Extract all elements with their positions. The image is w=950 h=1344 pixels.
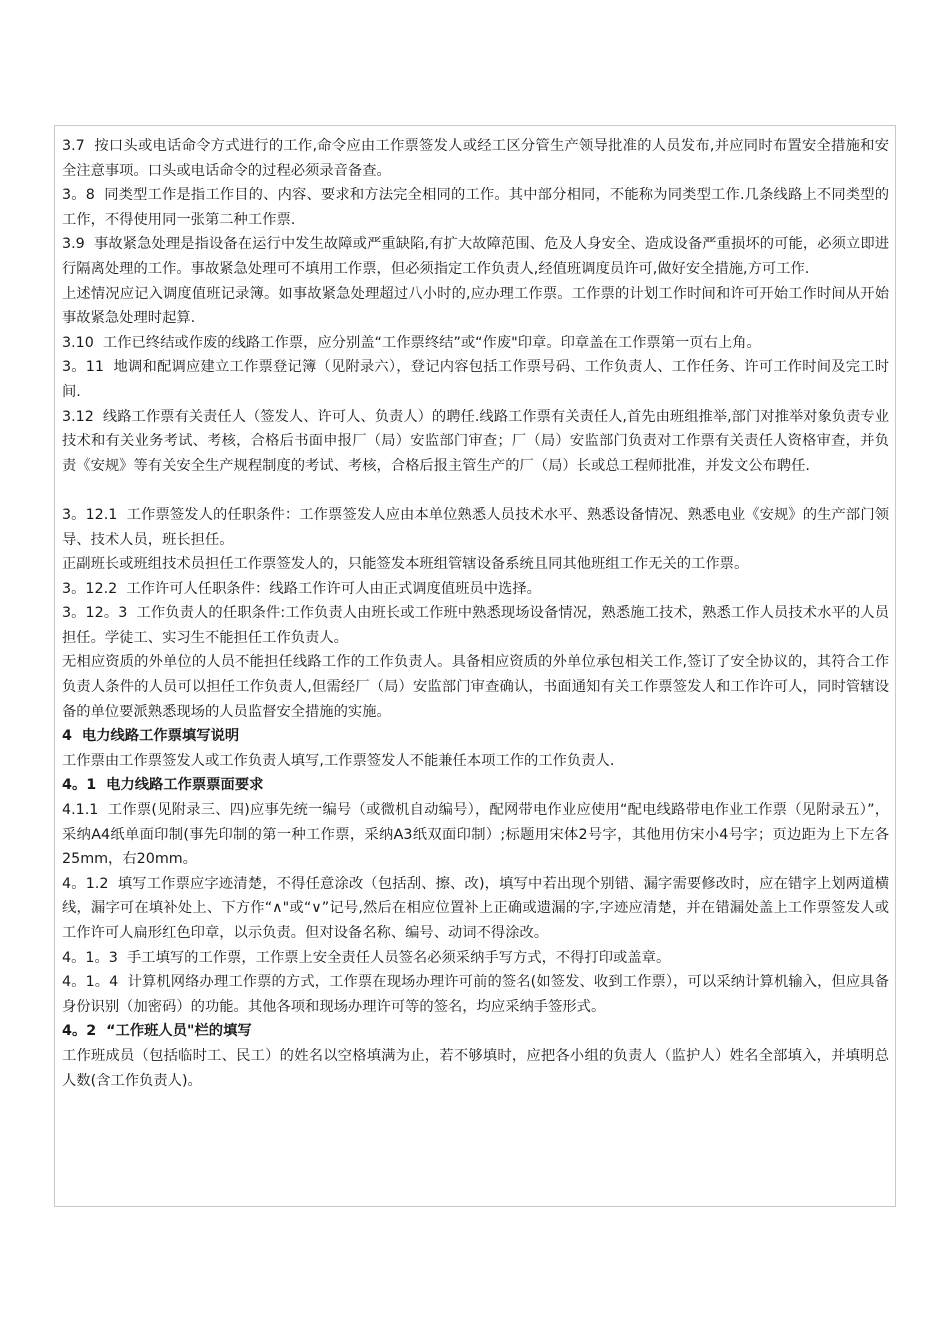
paragraph-4-1-4: 4。1。4 计算机网络办理工作票的方式，工作票在现场办理许可前的签名(如签发、收到工作票），可以采纳计算机输入，但应具备身份识别（加密码）的功能。其他各项和现场办理许可等的签名，均应采纳手签形式。 bbox=[62, 974, 889, 1015]
heading-section-4-1: 4。1 电力线路工作票票面要求 bbox=[62, 777, 264, 794]
paragraph-3-11: 3。11 地调和配调应建立工作票登记簿（见附录六），登记内容包括工作票号码、工作负责人、工作任务、许可工作时间及完工时间. bbox=[62, 359, 889, 400]
document-frame bbox=[54, 125, 896, 1207]
paragraph-4-intro: 工作票由工作票签发人或工作负责人填写,工作票签发人不能兼任本项工作的工作负责人. bbox=[62, 752, 615, 769]
paragraph-3-12-1-note: 正副班长或班组技术员担任工作票签发人的，只能签发本班组管辖设备系统且同其他班组工作无关的工作票。 bbox=[62, 556, 749, 573]
paragraph-3-7: 3.7 按口头或电话命令方式进行的工作,命令应由工作票签发人或经工区分管生产领导批准的人员发布,并应同时布置安全措施和安全注意事项。口头或电话命令的过程必须录音备查。 bbox=[62, 138, 889, 179]
heading-section-4: 4 电力线路工作票填写说明 bbox=[62, 728, 240, 745]
paragraph-3-8: 3。8 同类型工作是指工作目的、内容、要求和方法完全相同的工作。其中部分相同，不能称为同类型工作.几条线路上不同类型的工作，不得使用同一张第二种工作票. bbox=[62, 187, 889, 228]
paragraph-3-9: 3.9 事故紧急处理是指设备在运行中发生故障或严重缺陷,有扩大故障范围、危及人身安全、造成设备严重损坏的可能，必须立即进行隔离处理的工作。事故紧急处理可不填用工作票，但必须指定工作负责人,经值班调度员许可,做好安全措施,方可工作. bbox=[62, 236, 889, 277]
paragraph-3-12-2: 3。12.2 工作许可人任职条件：线路工作许可人由正式调度值班员中选择。 bbox=[62, 580, 541, 597]
paragraph-3-12: 3.12 线路工作票有关责任人（签发人、许可人、负责人）的聘任.线路工作票有关责任人,首先由班组推举,部门对推举对象负责专业技术和有关业务考试、考核，合格后书面申报厂（局）安监部门审查；厂（局）安监部门负责对工作票有关责任人资格审查，并负责《安规》等有关安全生产规程制度的考试、考核，合格后报主管生产的厂（局）长或总工程师批准，并发文公布聘任. bbox=[62, 408, 889, 474]
paragraph-4-2: 工作班成员（包括临时工、民工）的姓名以空格填满为止，若不够填时，应把各小组的负责人（监护人）姓名全部填入，并填明总人数(含工作负责人)。 bbox=[62, 1047, 889, 1089]
paragraph-4-1-3: 4。1。3 手工填写的工作票，工作票上安全责任人员签名必须采纳手写方式，不得打印或盖章。 bbox=[62, 949, 671, 966]
paragraph-3-12-3-note: 无相应资质的外单位的人员不能担任线路工作的工作负责人。具备相应资质的外单位承包相关工作,签订了安全协议的，其符合工作负责人条件的人员可以担任工作负责人,但需经厂（局）安监部门审查确认，书面通知有关工作票签发人和工作许可人，同时管辖设备的单位要派熟悉现场的人员监督安全措施的实施。 bbox=[62, 654, 889, 720]
paragraph-3-10: 3.10 工作已终结或作废的线路工作票，应分别盖“工作票终结”或“作废"印章。印章盖在工作票第一页右上角。 bbox=[62, 334, 761, 351]
blank-line bbox=[62, 478, 889, 503]
heading-section-4-2: 4。2 “工作班人员"栏的填写 bbox=[62, 1023, 252, 1040]
paragraph-3-9-note: 上述情况应记入调度值班记录簿。如事故紧急处理超过八小时的,应办理工作票。工作票的计划工作时间和许可开始工作时间从开始事故紧急处理时起算. bbox=[62, 285, 889, 327]
paragraph-3-12-3: 3。12。3 工作负责人的任职条件:工作负责人由班长或工作班中熟悉现场设备情况，熟悉施工技术，熟悉工作人员技术水平的人员担任。学徒工、实习生不能担任工作负责人。 bbox=[62, 605, 889, 646]
paragraph-4-1-2: 4。1.2 填写工作票应字迹清楚，不得任意涂改（包括刮、擦、改)，填写中若出现个别错、漏字需要修改时，应在错字上划两道横线，漏字可在填补处上、下方作“∧"或“∨”记号,然后在相应位置补上正确或遗漏的字,字迹应清楚，并在错漏处盖上工作票签发人或工作许可人扁形红色印章，以示负责。但对设备名称、编号、动词不得涂改。 bbox=[62, 875, 889, 941]
paragraph-4-1-1: 4.1.1 工作票(见附录三、四)应事先统一编号（或微机自动编号），配网带电作业应使用“配电线路带电作业工作票（见附录五）”，采纳A4纸单面印制(事先印制的第一种工作票，采纳A3纸双面印制）;标题用宋体2号字，其他用仿宋小4号字；页边距为上下左各25mm，右20mm。 bbox=[62, 802, 889, 868]
paragraph-3-12-1: 3。12.1 工作票签发人的任职条件：工作票签发人应由本单位熟悉人员技术水平、熟悉设备情况、熟悉电业《安规》的生产部门领导、技术人员，班长担任。 bbox=[62, 506, 889, 548]
